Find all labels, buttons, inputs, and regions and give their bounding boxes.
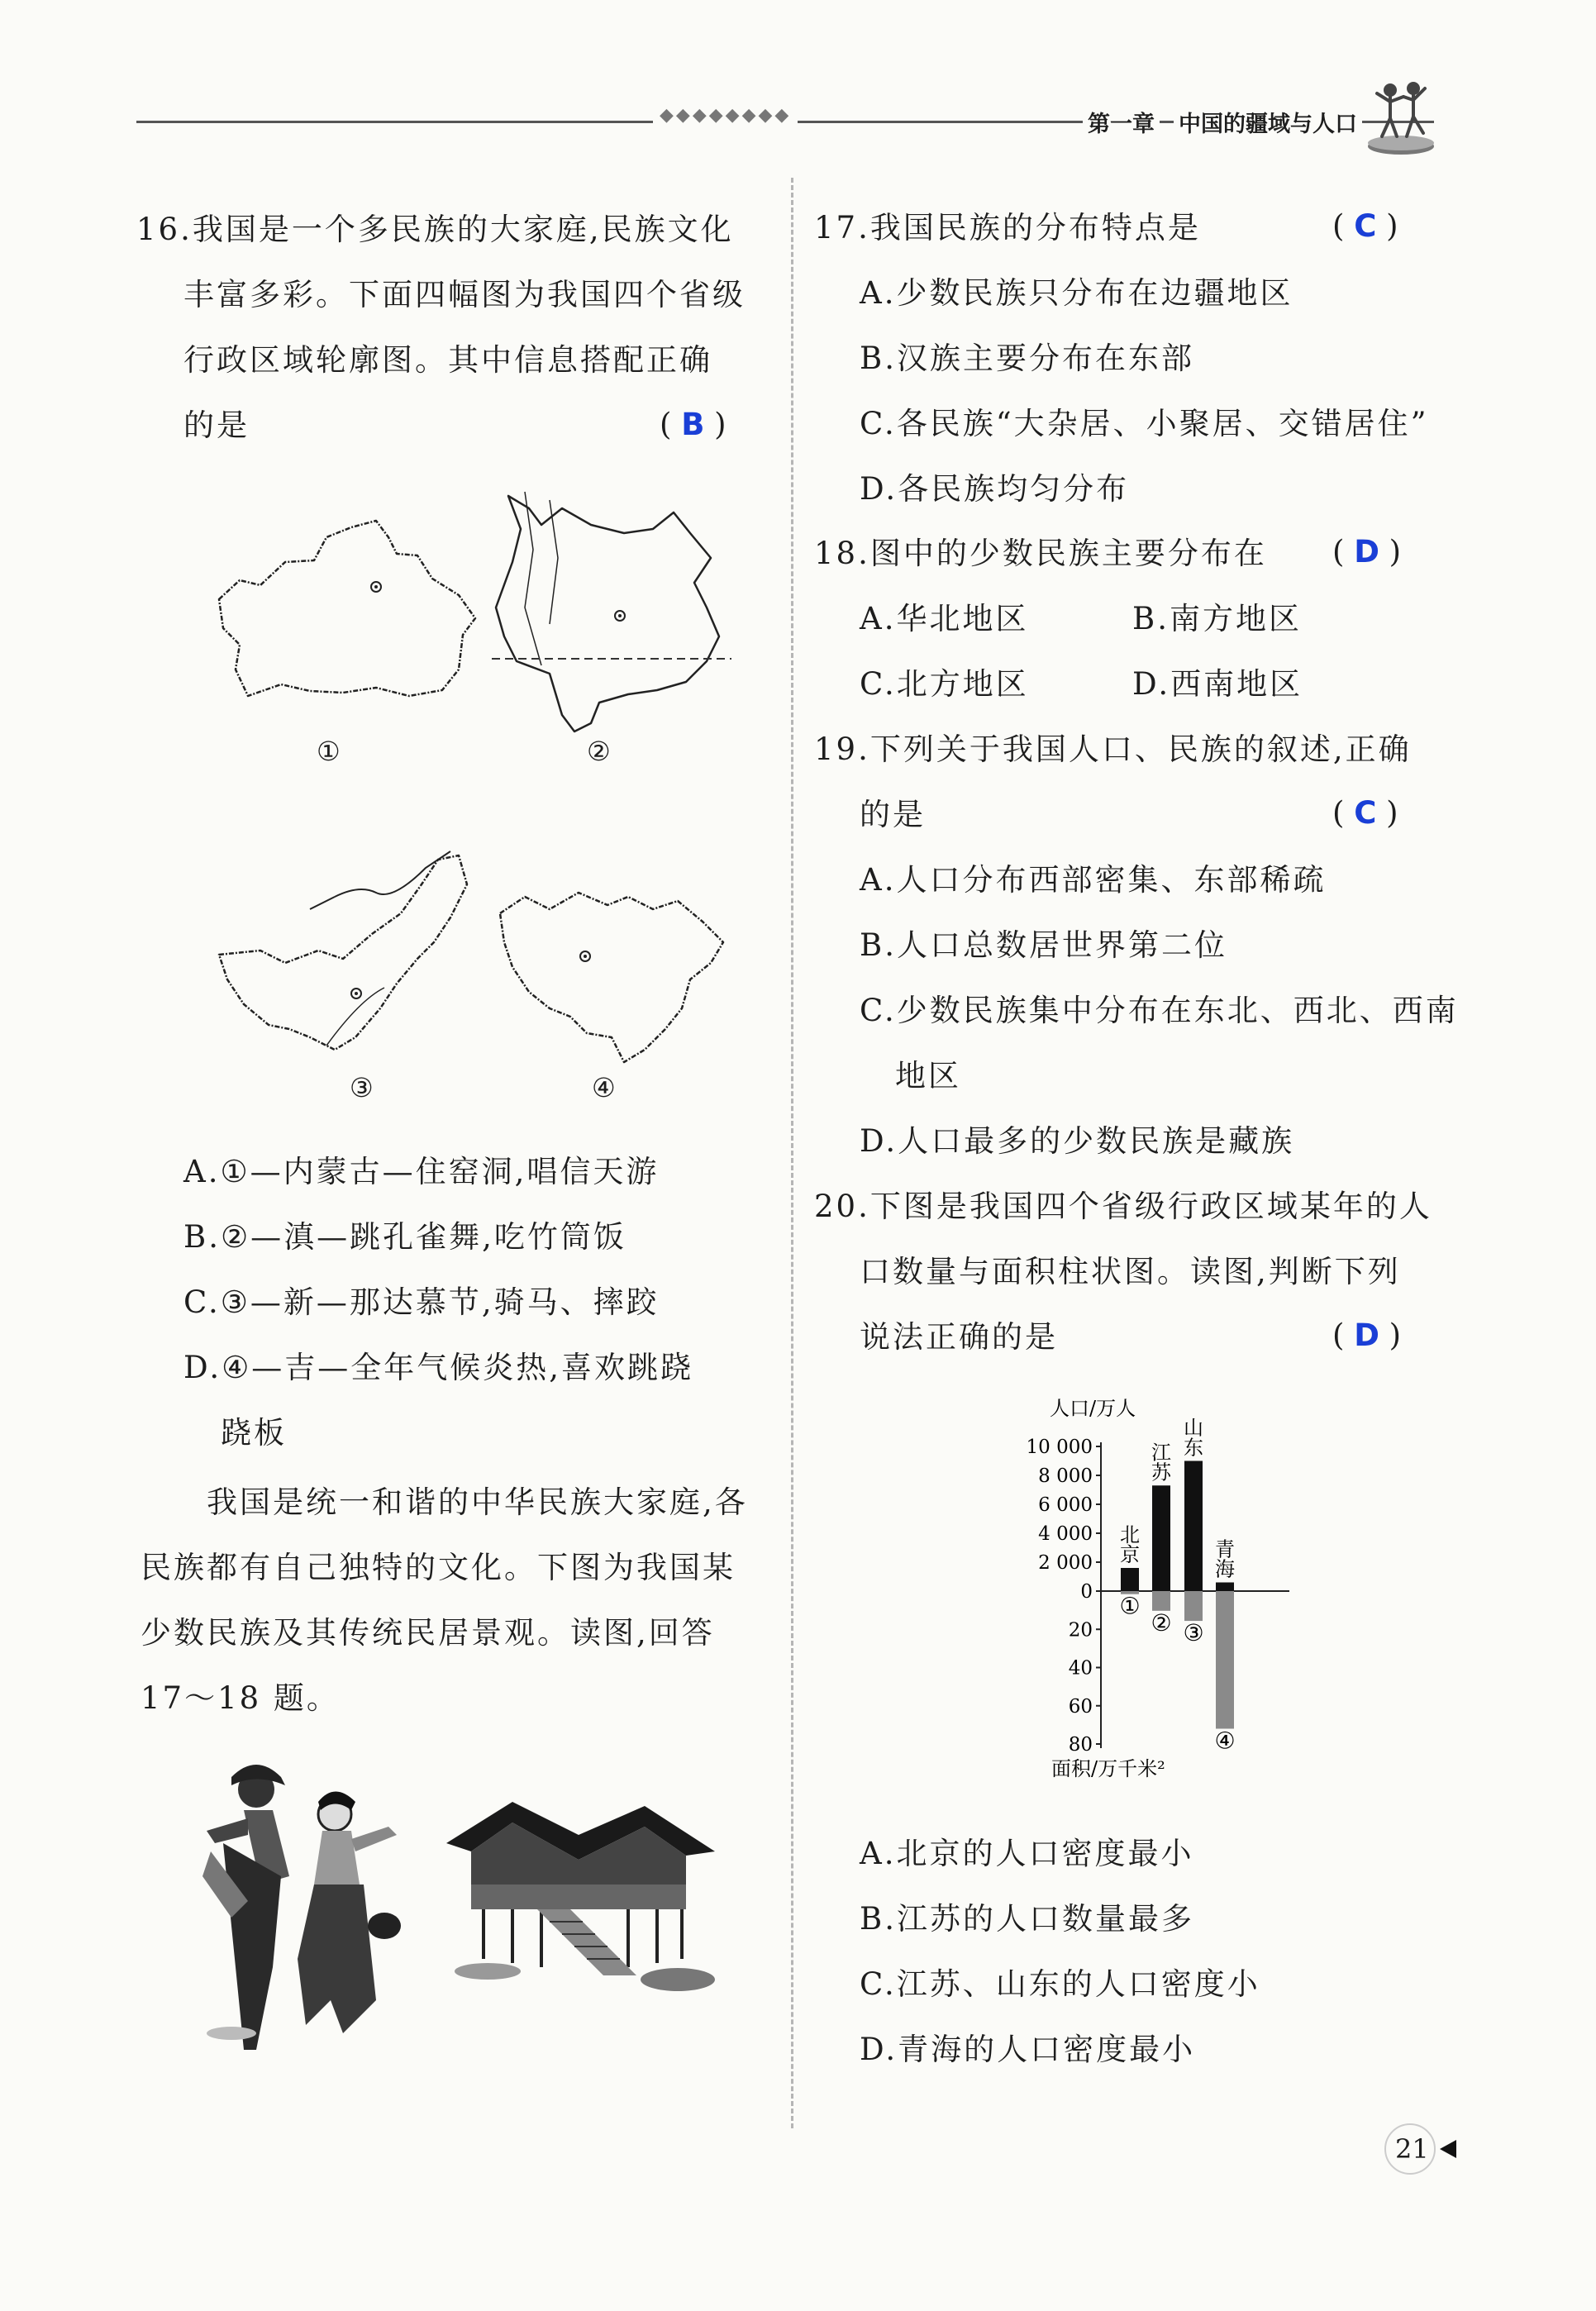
- q19-option-d: D.人口最多的少数民族是藏族: [860, 1123, 1295, 1159]
- q16-line-1: 16.我国是一个多民族的大家庭,民族文化: [136, 212, 734, 247]
- q20-option-d: D.青海的人口密度最小: [860, 2032, 1196, 2067]
- chart-bar-population: [1216, 1583, 1234, 1592]
- chart-bar-area: [1152, 1591, 1170, 1611]
- q17-stem: 17.我国民族的分布特点是: [814, 210, 1201, 245]
- q17-option-c: C.各民族“大杂居、小聚居、交错居住”: [860, 406, 1429, 441]
- q20-option-c: C.江苏、山东的人口密度小: [860, 1966, 1260, 2002]
- population-area-bar-chart: [1017, 1389, 1298, 1785]
- chart-bar-population: [1121, 1568, 1139, 1591]
- q18-answer: D: [1354, 534, 1379, 569]
- q19-answer: C: [1354, 795, 1377, 831]
- q20-line-3: 说法正确的是: [860, 1319, 1058, 1355]
- map-label-2: ②: [587, 736, 611, 767]
- intro-line-4: 17～18 题。: [141, 1680, 340, 1716]
- q19-option-c: C.少数民族集中分布在东北、西北、西南: [860, 993, 1459, 1028]
- map-label-4: ④: [592, 1072, 616, 1103]
- q18-option-d: D.西南地区: [1132, 666, 1303, 702]
- province-map-3-ningxia: [211, 835, 484, 1066]
- column-divider: [791, 178, 793, 2128]
- q17-answer-paren: ( C ): [1332, 208, 1398, 244]
- q20-answer: D: [1354, 1318, 1379, 1353]
- chart-category-marker: ②: [1151, 1608, 1172, 1637]
- stilt-house-illustration: [438, 1794, 723, 1996]
- q18-option-c: C.北方地区: [860, 666, 1029, 702]
- q19-line-2: 的是: [860, 797, 926, 832]
- intro-line-1: 我国是统一和谐的中华民族大家庭,各: [207, 1484, 748, 1520]
- q18-stem: 18.图中的少数民族主要分布在: [814, 536, 1267, 571]
- chart-bar-population: [1152, 1485, 1170, 1591]
- province-map-2-yunnan: [484, 484, 740, 740]
- q17-answer: C: [1354, 208, 1377, 244]
- chart-pop-tick-label: 0: [1080, 1581, 1093, 1603]
- q19-option-b: B.人口总数居世界第二位: [860, 927, 1227, 963]
- chart-category-marker: ③: [1183, 1619, 1204, 1647]
- chart-category-label: 海: [1215, 1557, 1235, 1581]
- q19-option-c-cont: 地区: [895, 1058, 961, 1094]
- chart-bar-population: [1184, 1461, 1203, 1592]
- chart-area-tick-label: 80: [1068, 1734, 1093, 1756]
- header-title: 中国的疆域与人口: [1174, 106, 1362, 138]
- chart-ylabel-top: 人口/万人: [1050, 1397, 1136, 1420]
- q18-option-a: A.华北地区: [860, 601, 1029, 636]
- q16-answer: B: [681, 407, 705, 442]
- q20-option-b: B.江苏的人口数量最多: [860, 1901, 1194, 1937]
- intro-line-3: 少数民族及其传统民居景观。读图,回答: [141, 1615, 715, 1651]
- chart-category-label: 北: [1120, 1523, 1140, 1546]
- q17-option-d: D.各民族均匀分布: [860, 471, 1130, 507]
- chart-area-tick-label: 60: [1068, 1695, 1093, 1718]
- chart-category-label: 苏: [1151, 1460, 1171, 1484]
- header-dancers-logo: [1364, 79, 1438, 157]
- chart-category-label: 东: [1184, 1436, 1203, 1460]
- chart-area-tick-label: 20: [1068, 1619, 1093, 1642]
- chart-category-label: 江: [1151, 1441, 1171, 1465]
- chart-pop-tick-label: 10 000: [1026, 1437, 1093, 1458]
- q16-line-2: 丰富多彩。下面四幅图为我国四个省级: [183, 277, 746, 312]
- q18-option-b: B.南方地区: [1132, 601, 1302, 636]
- chart-pop-tick-label: 4 000: [1038, 1523, 1093, 1545]
- q20-option-a: A.北京的人口密度最小: [860, 1836, 1194, 1871]
- chart-pop-tick-label: 2 000: [1038, 1552, 1093, 1574]
- province-map-1-xinjiang: [211, 504, 484, 703]
- header-chapter: 第一章: [1083, 106, 1160, 138]
- q16-option-a: A.①—内蒙古—住窑洞,唱信天游: [183, 1154, 660, 1189]
- chart-category-marker: ①: [1119, 1592, 1141, 1620]
- q18-answer-paren: ( D ): [1332, 534, 1402, 569]
- map-label-1: ①: [317, 736, 341, 767]
- q16-line-4: 的是: [183, 407, 250, 443]
- chart-bar-area: [1216, 1591, 1234, 1729]
- chart-pop-tick-label: 6 000: [1038, 1494, 1093, 1516]
- q16-option-c: C.③—新—那达慕节,骑马、摔跤: [183, 1284, 660, 1320]
- map-label-3: ③: [350, 1072, 374, 1103]
- chart-category-label: 山: [1184, 1416, 1203, 1440]
- q20-line-2: 口数量与面积柱状图。读图,判断下列: [860, 1254, 1401, 1289]
- q16-answer-paren: ( B ): [660, 407, 727, 442]
- province-map-4-jilin: [488, 876, 727, 1066]
- chart-category-label: 京: [1120, 1543, 1140, 1566]
- chart-bar-area: [1184, 1591, 1203, 1621]
- q20-line-1: 20.下图是我国四个省级行政区域某年的人: [814, 1189, 1432, 1224]
- q17-option-b: B.汉族主要分布在东部: [860, 341, 1194, 376]
- q20-answer-paren: ( D ): [1332, 1318, 1402, 1353]
- chart-category-marker: ④: [1214, 1727, 1236, 1755]
- page-number: 21: [1395, 2133, 1429, 2165]
- q17-option-a: A.少数民族只分布在边疆地区: [860, 275, 1293, 311]
- q19-answer-paren: ( C ): [1332, 795, 1398, 831]
- chart-pop-tick-label: 8 000: [1038, 1465, 1093, 1487]
- chart-ylabel-bottom: 面积/万千米²: [1051, 1757, 1165, 1780]
- header-stars: ◆◆◆◆◆◆◆◆: [653, 105, 798, 126]
- q19-line-1: 19.下列关于我国人口、民族的叙述,正确: [814, 731, 1412, 767]
- dai-dancers-illustration: [198, 1752, 413, 2058]
- intro-line-2: 民族都有自己独特的文化。下图为我国某: [141, 1550, 736, 1585]
- q19-option-a: A.人口分布西部密集、东部稀疏: [860, 862, 1327, 898]
- q16-option-d-cont: 跷板: [221, 1415, 287, 1451]
- chart-category-label: 青: [1215, 1537, 1235, 1561]
- q16-option-d: D.④—吉—全年气候炎热,喜欢跳跷: [183, 1350, 694, 1385]
- chart-area-tick-label: 40: [1068, 1657, 1093, 1680]
- q16-line-3: 行政区域轮廓图。其中信息搭配正确: [183, 342, 712, 378]
- q16-option-b: B.②—滇—跳孔雀舞,吃竹筒饭: [183, 1219, 626, 1255]
